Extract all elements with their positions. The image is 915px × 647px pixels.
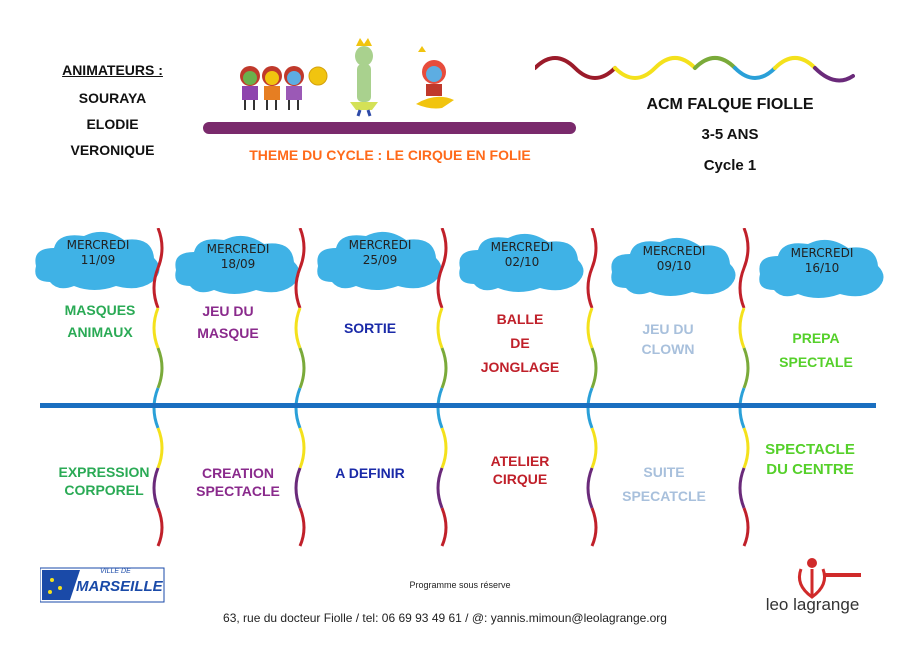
theme-title: THEME DU CYCLE : LE CIRQUE EN FOLIE xyxy=(249,147,531,163)
activity-line: SPECTACLE xyxy=(765,441,855,458)
activity-morning xyxy=(300,317,440,339)
leo-lagrange-text: leo lagrange xyxy=(765,595,860,614)
activity-line: ANIMAUX xyxy=(67,324,133,340)
animateur-name: VERONIQUE xyxy=(70,142,155,158)
programme-note: Programme sous réserve xyxy=(409,580,511,590)
cloud-day: MERCREDI xyxy=(206,242,270,256)
footer-address: 63, rue du docteur Fiolle / tel: 06 69 93 49 61 / @: yannis.mimoun@leolagrange.org xyxy=(223,611,667,625)
activity-line: A DEFINIR xyxy=(335,465,405,481)
cloud-day: MERCREDI xyxy=(642,244,706,258)
activity-line: MASQUES xyxy=(64,302,136,318)
cloud-date: 18/09 xyxy=(220,257,256,271)
cycle-label: Cycle 1 xyxy=(703,157,757,174)
center-title: ACM FALQUE FIOLLE xyxy=(646,96,814,113)
activity-line: SUITE xyxy=(643,464,685,480)
cloud-date: 11/09 xyxy=(80,253,116,267)
activity-line: CREATION xyxy=(201,465,275,481)
cloud-day: MERCREDI xyxy=(348,238,412,252)
activity-line: MASQUE xyxy=(197,325,259,341)
activity-line: DE xyxy=(510,335,530,351)
cloud-day: MERCREDI xyxy=(66,238,130,252)
date-cloud xyxy=(452,228,592,298)
activity-line: SPECTALE xyxy=(779,354,853,370)
activity-morning xyxy=(746,326,886,374)
activity-morning xyxy=(450,307,590,379)
cloud-day: MERCREDI xyxy=(490,240,554,254)
activity-morning xyxy=(30,299,170,343)
wavy-separator xyxy=(148,228,168,548)
kids-icon xyxy=(240,66,327,110)
leo-lagrange-logo xyxy=(755,555,870,623)
activity-line: PREPA xyxy=(792,330,840,346)
activity-line: BALLE xyxy=(496,311,544,327)
title-underline-bar xyxy=(203,122,576,134)
activity-afternoon xyxy=(168,464,308,500)
activity-afternoon xyxy=(594,460,734,508)
activity-line: SPECATCLE xyxy=(622,488,706,504)
morning-afternoon-divider xyxy=(40,403,876,408)
activity-line: SPECTACLE xyxy=(196,483,280,499)
animateurs-title: ANIMATEURS : xyxy=(62,62,163,78)
activity-line: SORTIE xyxy=(343,320,397,336)
date-cloud xyxy=(310,226,450,296)
activity-line: JONGLAGE xyxy=(480,359,560,375)
date-cloud xyxy=(28,226,168,296)
cloud-date: 16/10 xyxy=(804,261,840,275)
activity-afternoon xyxy=(740,440,880,480)
activity-morning xyxy=(158,300,298,344)
wavy-separator xyxy=(734,228,754,548)
activity-afternoon xyxy=(24,463,184,499)
cloud-day: MERCREDI xyxy=(790,246,854,260)
activity-line: CLOWN xyxy=(641,341,695,357)
marseille-logo-small: VILLE DE xyxy=(100,568,131,575)
activity-line: JEU DU xyxy=(642,321,694,337)
animateur-name: SOURAYA xyxy=(78,90,147,106)
king-icon xyxy=(350,38,378,116)
circus-characters-illustration xyxy=(232,38,472,118)
activity-line: CORPOREL xyxy=(64,482,144,498)
age-range: 3-5 ANS xyxy=(701,126,759,143)
activity-afternoon xyxy=(300,462,440,484)
marseille-logo xyxy=(40,566,166,604)
activity-morning xyxy=(598,319,738,359)
activity-line: JEU DU xyxy=(202,303,254,319)
date-cloud xyxy=(604,232,744,302)
activity-line: EXPRESSION xyxy=(58,464,150,480)
cloud-date: 02/10 xyxy=(504,255,540,269)
cloud-date: 09/10 xyxy=(656,259,692,273)
activity-line: ATELIER xyxy=(490,453,550,469)
date-cloud xyxy=(752,234,892,304)
animateur-name: ELODIE xyxy=(86,116,139,132)
activity-line: CIRQUE xyxy=(492,471,548,487)
date-cloud xyxy=(168,230,308,300)
cloud-date: 25/09 xyxy=(362,253,398,267)
activity-line: DU CENTRE xyxy=(766,461,854,478)
wave-decoration xyxy=(535,48,855,88)
activity-afternoon xyxy=(450,452,590,488)
girl-icon xyxy=(416,46,454,109)
wavy-separator xyxy=(290,228,310,548)
marseille-logo-text: MARSEILLE xyxy=(76,578,163,595)
wavy-separator xyxy=(432,228,452,548)
